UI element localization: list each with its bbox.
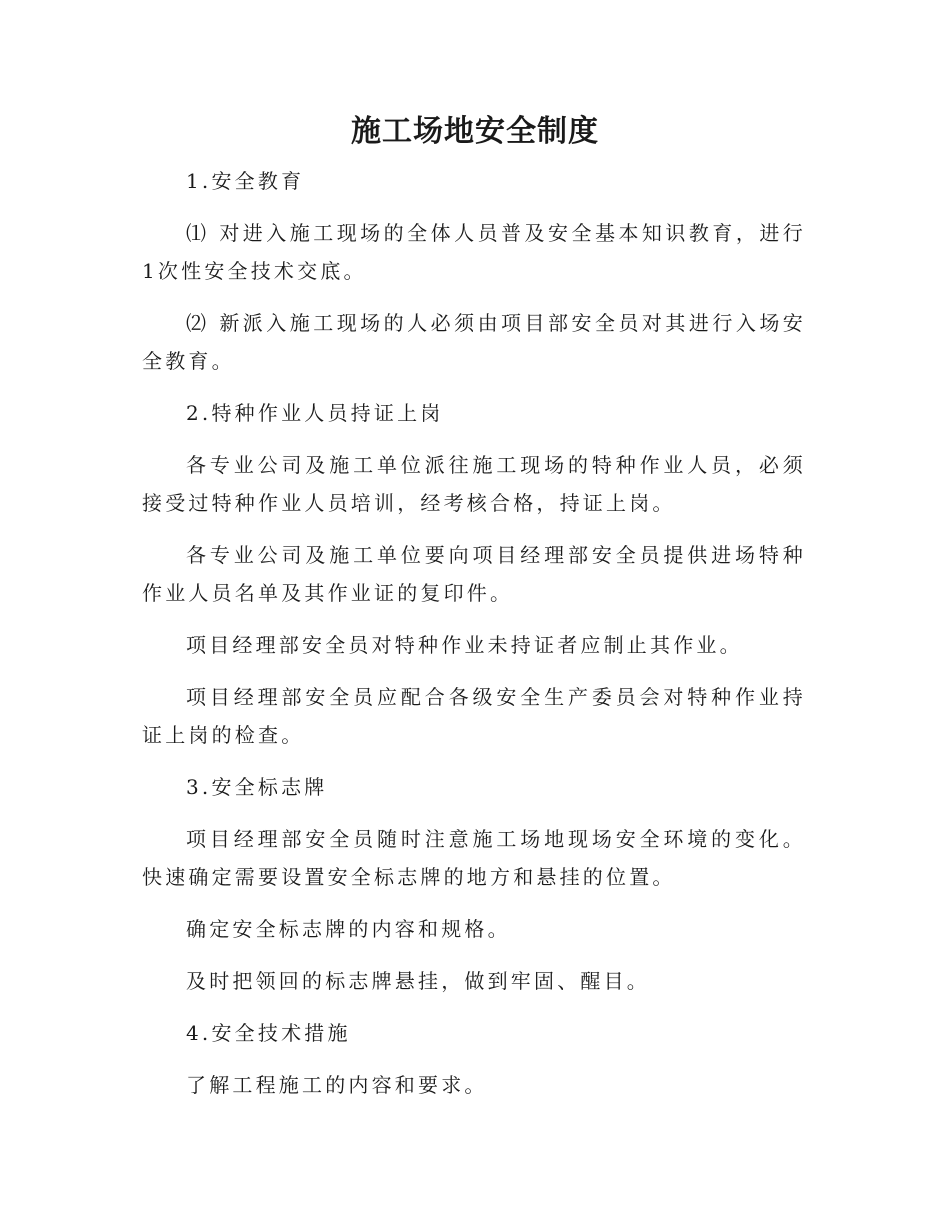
paragraph: 了解工程施工的内容和要求。 <box>186 1073 488 1097</box>
paragraph: 各专业公司及施工单位派往施工现场的特种作业人员，必须接受过特种作业人员培训，经考核合格，持证上岗。 <box>142 453 806 515</box>
paragraph: 项目经理部安全员随时注意施工场地现场安全环境的变化。快速确定需要设置安全标志牌的地方和悬挂的位置。 <box>142 827 806 889</box>
paragraph: ⑴ 对进入施工现场的全体人员普及安全基本知识教育，进行1次性安全技术交底。 <box>142 221 806 283</box>
section-heading-special-operators: 2.特种作业人员持证上岗 <box>186 401 444 425</box>
paragraph: ⑵ 新派入施工现场的人必须由项目部安全员对其进行入场安全教育。 <box>142 311 806 373</box>
document-title: 施工场地安全制度 <box>351 114 599 149</box>
paragraph: 项目经理部安全员应配合各级安全生产委员会对特种作业持证上岗的检查。 <box>142 685 806 747</box>
section-heading-technical-measures: 4.安全技术措施 <box>186 1021 351 1045</box>
section-heading-safety-education: 1.安全教育 <box>186 169 305 193</box>
paragraph: 各专业公司及施工单位要向项目经理部安全员提供进场特种作业人员名单及其作业证的复印件。 <box>142 543 806 605</box>
document-body <box>142 162 806 1118</box>
paragraph: 项目经理部安全员对特种作业未持证者应制止其作业。 <box>186 633 743 657</box>
section-heading-safety-signs: 3.安全标志牌 <box>186 775 328 799</box>
paragraph: 确定安全标志牌的内容和规格。 <box>186 917 511 941</box>
paragraph: 及时把领回的标志牌悬挂，做到牢固、醒目。 <box>186 969 650 993</box>
